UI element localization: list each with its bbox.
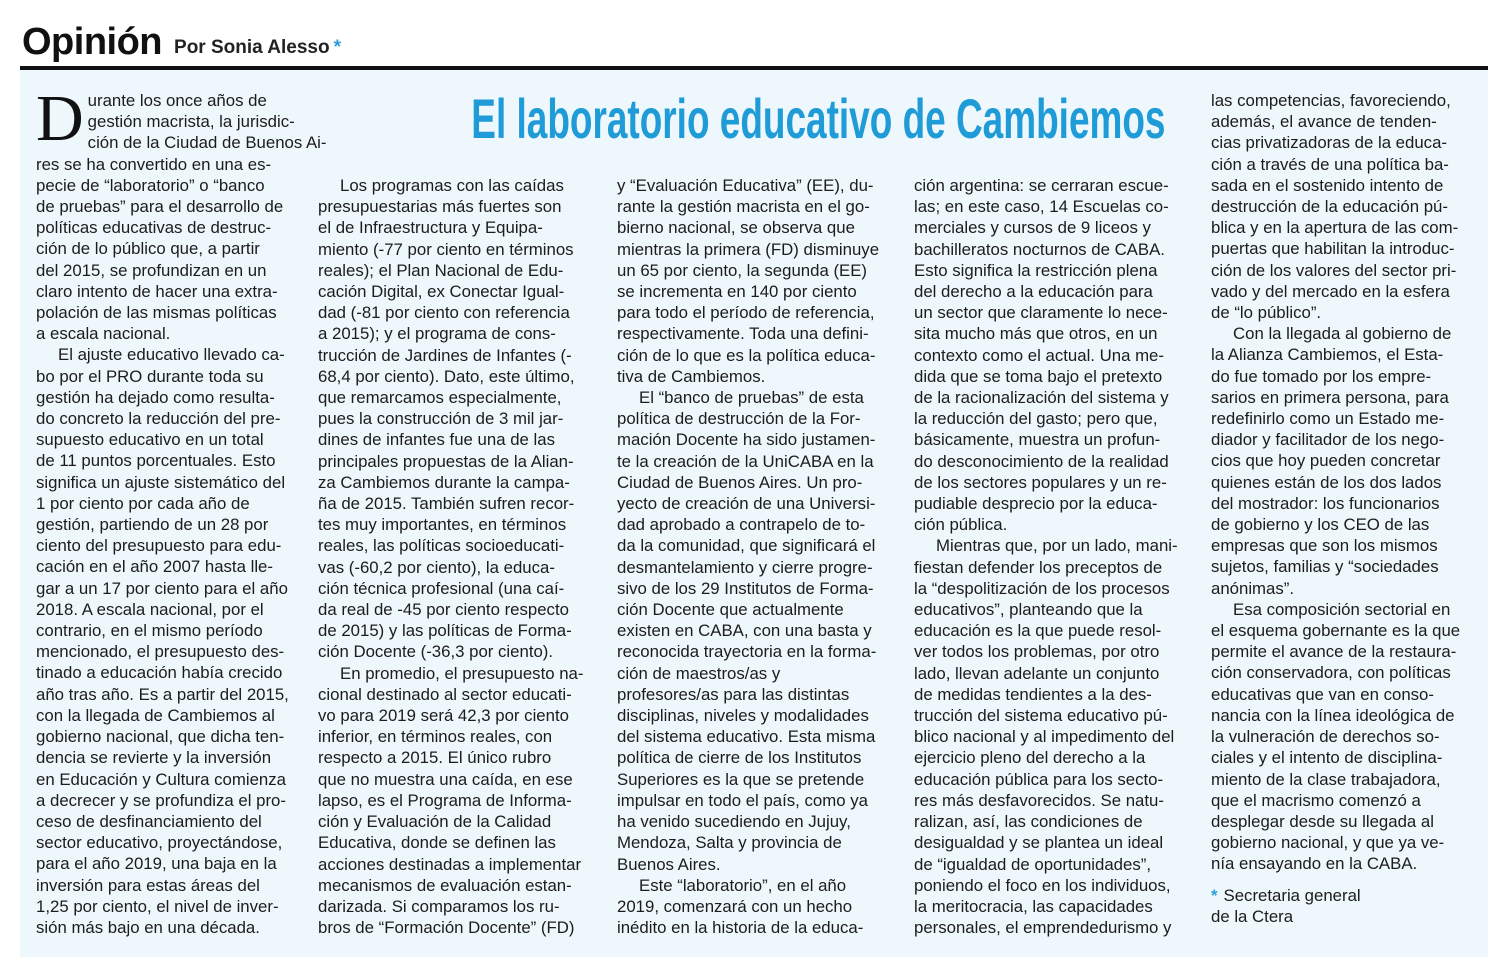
text-line: de “igualdad de oportunidades”, [914, 854, 1151, 874]
text-line: política de destrucción de la For- [617, 409, 861, 429]
text-line: 68,4 por ciento). Dato, este último, [318, 366, 575, 386]
text-line: rante la gestión macrista en el go- [617, 197, 870, 217]
text-line: Este “laboratorio”, en el año [639, 875, 847, 895]
text-line: políticas educativas de destruc- [36, 218, 272, 238]
text-line: mecanismos de evaluación estan- [318, 875, 572, 895]
text-line: Mientras que, por un lado, mani- [936, 536, 1178, 556]
text-line: reales, las políticas socioeducati- [318, 536, 565, 556]
text-line: ciento del presupuesto para edu- [36, 536, 282, 556]
text-line: año tras año. Es a partir del 2015, [36, 684, 289, 704]
text-line: la reducción del gasto; pero que, [914, 409, 1158, 429]
text-line: reales); el Plan Nacional de Edu- [318, 260, 564, 280]
text-line: sada en el sostenido intento de [1211, 175, 1444, 195]
text-line: sita mucho más que otros, en un [914, 324, 1158, 344]
text-line: para el año 2019, una baja en la [36, 854, 277, 874]
text-line: de 2015) y las políticas de Forma- [318, 621, 572, 641]
text-line: ción conservadora, con políticas [1211, 663, 1451, 683]
text-line: pecie de “laboratorio” o “banco [36, 175, 265, 195]
text-line: tes muy importantes, en términos [318, 515, 567, 535]
text-line: sión más bajo en una década. [36, 917, 260, 937]
text-line: respectivamente. Toda una defini- [617, 324, 869, 344]
text-line: ción pública. [914, 515, 1008, 535]
text-line: principales propuestas de la Alian- [318, 451, 574, 471]
text-line: educativos”, planteando que la [914, 600, 1143, 620]
text-line: te la creación de la UniCABA en la [617, 451, 874, 471]
section-name: Opinión [22, 21, 163, 63]
text-line: blica y en la apertura de las com- [1211, 218, 1459, 238]
text-line: ralizan, así, las condiciones de [914, 812, 1143, 832]
text-line: sarios en primera persona, para [1211, 387, 1449, 407]
text-line: yecto de creación de una Universi- [617, 494, 876, 514]
text-line: presupuestarias más fuertes son [318, 197, 562, 217]
footnote-mark: * [1211, 885, 1218, 905]
text-line: respecto a 2015. El único rubro [318, 748, 552, 768]
text-line: en Educación y Cultura comienza [36, 769, 286, 789]
text-line: desplegar desde su llegada al [1211, 811, 1434, 831]
text-line: para todo el período de referencia, [617, 303, 875, 323]
text-line: miento (-77 por ciento en términos [318, 239, 574, 259]
text-line: do fue tomado por los empre- [1211, 366, 1432, 386]
text-line: bo por el PRO durante toda su [36, 366, 264, 386]
text-line: claro intento de hacer una extra- [36, 281, 278, 301]
text-line: Esto significa la restricción plena [914, 260, 1158, 280]
text-line: vo para 2019 será 42,3 por ciento [318, 706, 569, 726]
text-line: la “despolitización de los procesos [914, 578, 1170, 598]
text-line: el esquema gobernante es la que [1211, 621, 1461, 641]
text-line: mación Docente ha sido justamen- [617, 430, 876, 450]
text-line: educación es la que puede resol- [914, 621, 1162, 641]
text-line: do desconocimiento de la realidad [914, 451, 1169, 471]
text-line: fiestan defender los preceptos de [914, 557, 1163, 577]
byline-footnote-mark: * [333, 37, 341, 58]
text-line: de los sectores populares y un re- [914, 472, 1167, 492]
text-line: diador y facilitador de los nego- [1211, 430, 1445, 450]
text-line: que remarcamos especialmente, [318, 388, 562, 408]
text-line: cias privatizadoras de la educa- [1211, 133, 1447, 153]
text-line: impulsar en todo el país, como ya [617, 790, 868, 810]
text-line: las; en este caso, 14 Escuelas co- [914, 197, 1169, 217]
text-line: de 11 puntos porcentuales. Esto [36, 451, 276, 471]
text-line: la meritocracia, las capacidades [914, 896, 1153, 916]
text-line: blico nacional y al impedimento del [914, 727, 1175, 747]
text-line: dencia se revierte y la inversión [36, 748, 272, 768]
text-line: Superiores es la que se pretende [617, 769, 865, 789]
text-line: inédito en la historia de la educa- [617, 918, 864, 938]
text-line: educación pública para los secto- [914, 769, 1164, 789]
text-line: dad aprobado a contrapelo de to- [617, 515, 866, 535]
text-line: da real de -45 por ciento respecto [318, 600, 569, 620]
text-line: trucción de Jardines de Infantes (- [318, 345, 572, 365]
text-line: que el macrismo comenzó a [1211, 790, 1421, 810]
article-column-2 [318, 175, 600, 938]
text-line: Mendoza, Salta y provincia de [617, 833, 842, 853]
text-line: educativas que van en conso- [1211, 684, 1434, 704]
text-line: poniendo el foco en los individuos, [914, 875, 1171, 895]
text-line: za Cambiemos durante la campa- [318, 472, 570, 492]
text-line: 1 por ciento por cada año de [36, 493, 250, 513]
text-line: el de Infraestructura y Equipa- [318, 218, 543, 238]
text-line: ción Docente (-36,3 por ciento). [318, 642, 554, 662]
text-line: res más desfavorecidos. Se natu- [914, 790, 1164, 810]
text-line: vas (-60,2 por ciento), la educa- [318, 557, 555, 577]
text-line: Educativa, donde se definen las [318, 833, 556, 853]
text-line: destrucción de la educación pú- [1211, 197, 1448, 217]
text-line: gestión ha dejado como resulta- [36, 387, 275, 407]
text-line: sivo de los 29 Institutos de Forma- [617, 578, 874, 598]
text-line: Con la llegada al gobierno de [1233, 324, 1452, 344]
text-line: bierno nacional, se observa que [617, 218, 855, 238]
text-line: puertas que habilitan la introduc- [1211, 239, 1455, 259]
text-line: nía ensayando en la CABA. [1211, 854, 1418, 874]
text-line: nancia con la línea ideológica de [1211, 705, 1455, 725]
drop-cap: D [36, 82, 84, 155]
text-line: trucción del sistema educativo pú- [914, 706, 1168, 726]
text-line: 2018. A escala nacional, por el [36, 599, 264, 619]
text-line: además, el avance de tenden- [1211, 112, 1437, 132]
text-line: ha venido sucediendo en Jujuy, [617, 812, 851, 832]
text-line: miento de la clase trabajadora, [1211, 769, 1441, 789]
text-line: de gobierno y los CEO de las [1211, 515, 1430, 535]
text-line: redefinirlo como un Estado me- [1211, 409, 1445, 429]
text-line: ción de la Ciudad de Buenos Ai- [87, 133, 327, 153]
signature-organization: de la Ctera [1211, 906, 1294, 926]
text-line: Esa composición sectorial en [1233, 599, 1451, 619]
text-line: cios que hoy pueden concretar [1211, 451, 1441, 471]
text-line: ción a través de una política ba- [1211, 154, 1449, 174]
text-line: anónimas”. [1211, 578, 1295, 598]
text-line: que no muestra una caída, en ese [318, 769, 573, 789]
text-line: con la llegada de Cambiemos al [36, 705, 275, 725]
text-line: las competencias, favoreciendo, [1211, 91, 1451, 110]
author-signature [1211, 885, 1473, 927]
byline [174, 36, 341, 60]
text-line: res se ha convertido en una es- [36, 154, 272, 174]
signature-line [1211, 885, 1473, 906]
text-line: Ciudad de Buenos Aires. Un pro- [617, 472, 863, 492]
text-line: ción Docente que actualmente [617, 600, 844, 620]
text-line: cional destinado al sector educati- [318, 684, 572, 704]
text-line: ña de 2015. También sufren recor- [318, 494, 575, 514]
text-line: lapso, es el Programa de Informa- [318, 790, 572, 810]
text-line: ciales y el intento de disciplina- [1211, 748, 1443, 768]
text-line: sujetos, familias y “sociedades [1211, 557, 1439, 577]
text-line: 1,25 por ciento, el nivel de inver- [36, 896, 279, 916]
article-column-5 [1211, 90, 1473, 927]
text-line: personales, el emprendedurismo y [914, 918, 1172, 938]
text-line: gar a un 17 por ciento para el año [36, 578, 288, 598]
text-line: acciones destinadas a implementar [318, 854, 582, 874]
article-column-3 [617, 175, 891, 938]
article-column-4 [914, 175, 1190, 938]
text-line: a escala nacional. [36, 324, 171, 344]
text-line: básicamente, muestra un profun- [914, 430, 1161, 450]
text-line: supuesto educativo en un total [36, 430, 264, 450]
text-line: do concreto la reducción del pre- [36, 409, 281, 429]
text-line: empresas que son los mismos [1211, 536, 1438, 556]
text-line: un sector que claramente lo nece- [914, 303, 1168, 323]
signature-title: Secretaria general [1223, 885, 1361, 905]
text-line: de medidas tendientes a la des- [914, 684, 1152, 704]
text-line: urante los once años de [87, 91, 267, 110]
text-line: El ajuste educativo llevado ca- [58, 345, 285, 365]
text-line: dines de infantes fue una de las [318, 430, 555, 450]
text-line: lado, llevan adelante un conjunto [914, 663, 1160, 683]
text-line: inversión para estas áreas del [36, 875, 260, 895]
article-column-1 [36, 82, 327, 938]
text-line: ceso de desfinanciamiento del [36, 811, 262, 831]
article-title: El laboratorio educativo de Cambiemos [471, 87, 1166, 150]
text-line: permite el avance de la restaura- [1211, 642, 1457, 662]
text-line: Los programas con las caídas [340, 176, 564, 195]
text-line: del sistema educativo. Esta misma [617, 727, 876, 747]
text-line: a decrecer y se profundiza el pro- [36, 790, 286, 810]
text-line: tinado a educación había crecido [36, 663, 283, 683]
text-line: desmantelamiento y cierre progre- [617, 557, 873, 577]
text-line: polación de las mismas políticas [36, 303, 277, 323]
text-line: merciales y cursos de 9 liceos y [914, 218, 1151, 238]
text-line: ver todos los problemas, por otro [914, 642, 1160, 662]
text-line: 2019, comenzará con un hecho [617, 896, 853, 916]
text-line: dida que se toma bajo el pretexto [914, 366, 1163, 386]
text-line: pudiable desprecio por la educa- [914, 494, 1158, 514]
text-line: del 2015, se profundizan en un [36, 260, 267, 280]
text-line: profesores/as para las distintas [617, 684, 850, 704]
text-line: la vulneración de derechos so- [1211, 727, 1440, 747]
page-header [22, 14, 341, 64]
text-line: gestión macrista, la jurisdic- [87, 112, 295, 132]
text-line: de pruebas” para el desarrollo de [36, 197, 284, 217]
text-line: a 2015); y el programa de cons- [318, 324, 556, 344]
text-line: ción de maestros/as y [617, 663, 781, 683]
text-line: En promedio, el presupuesto na- [340, 663, 584, 683]
text-line: significa un ajuste sistemático del [36, 472, 286, 492]
text-line: ejercicio pleno del derecho a la [914, 748, 1146, 768]
text-line: da la comunidad, que significará el [617, 536, 876, 556]
text-line: mientras la primera (FD) disminuye [617, 239, 880, 259]
text-line: desigualdad y se plantea un ideal [914, 833, 1164, 853]
text-line: quienes están de los dos lados [1211, 472, 1442, 492]
text-line: El “banco de pruebas” de esta [639, 388, 864, 408]
text-line: ción y Evaluación de la Calidad [318, 812, 552, 832]
text-line: existen en CABA, con una basta y [617, 621, 872, 641]
text-line: inferior, en términos reales, con [318, 727, 553, 747]
text-line: Buenos Aires. [617, 854, 721, 874]
text-line: mencionado, el presupuesto des- [36, 642, 285, 662]
text-line: del derecho a la educación para [914, 282, 1153, 302]
text-line: vado y del mercado en la esfera [1211, 281, 1450, 301]
text-line: darizada. Si comparamos los ru- [318, 896, 560, 916]
text-line: gobierno nacional, y que ya ve- [1211, 833, 1445, 853]
text-line: se incrementa en 140 por ciento [617, 282, 857, 302]
text-line: ción de lo público que, a partir [36, 239, 260, 259]
text-line: cación Digital, ex Conectar Igual- [318, 282, 565, 302]
text-line: ción de los valores del sector pri- [1211, 260, 1457, 280]
text-line: de la racionalización del sistema y [914, 388, 1169, 408]
text-line: de “lo público”. [1211, 303, 1322, 323]
text-line: tiva de Cambiemos. [617, 366, 766, 386]
text-line: gobierno nacional, que dicha ten- [36, 727, 285, 747]
text-line: disciplinas, niveles y modalidades [617, 706, 869, 726]
text-line: contexto como el actual. Una me- [914, 345, 1164, 365]
text-line: ción técnica profesional (una caí- [318, 578, 565, 598]
text-line: la Alianza Cambiemos, el Esta- [1211, 345, 1444, 365]
text-line: bachilleratos nocturnos de CABA. [914, 239, 1165, 259]
text-line: un 65 por ciento, la segunda (EE) [617, 260, 868, 280]
text-line: ción de lo que es la política educa- [617, 345, 876, 365]
text-line: gestión, partiendo de un 28 por [36, 515, 269, 535]
text-line: contrario, en el mismo período [36, 621, 263, 641]
text-line: reconocida trayectoria en la forma- [617, 642, 877, 662]
text-line: ción argentina: se cerraran escue- [914, 176, 1169, 195]
text-line: del mostrador: los funcionarios [1211, 493, 1440, 513]
text-line: pues la construcción de 3 mil jar- [318, 409, 564, 429]
text-line: política de cierre de los Institutos [617, 748, 862, 768]
text-line: bros de “Formación Docente” (FD) [318, 918, 575, 938]
byline-author: Por Sonia Alesso [174, 37, 330, 58]
text-line: dad (-81 por ciento con referencia [318, 303, 570, 323]
text-line: cación en el año 2007 hasta lle- [36, 557, 273, 577]
text-line: sector educativo, proyectándose, [36, 833, 283, 853]
text-line: y “Evaluación Educativa” (EE), du- [617, 176, 874, 195]
